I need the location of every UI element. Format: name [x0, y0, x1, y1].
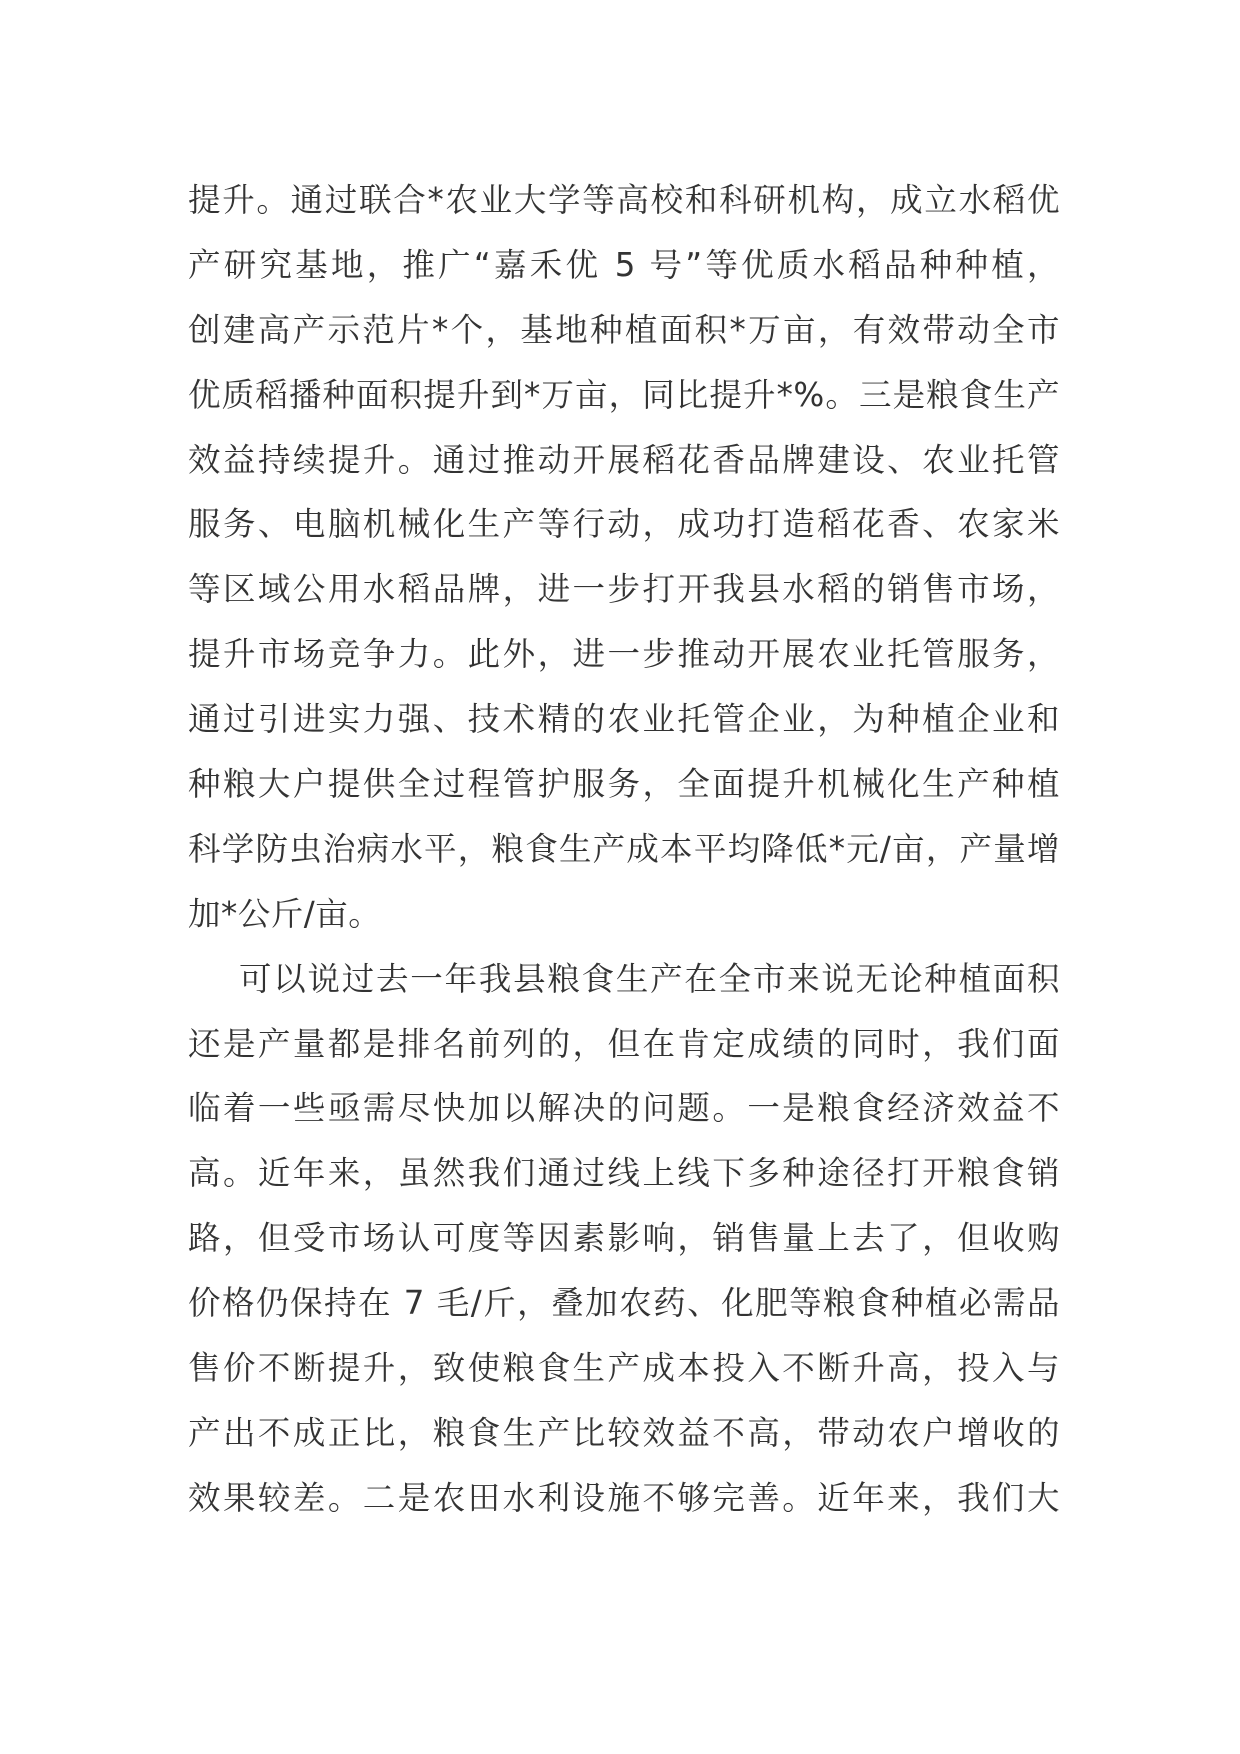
text-line: 售价不断提升，致使粮食生产成本投入不断升高，投入与	[188, 1349, 1060, 1388]
text-line: 可以说过去一年我县粮食生产在全市来说无论种植面积	[239, 959, 1060, 998]
text-line: 还是产量都是排名前列的，但在肯定成绩的同时，我们面	[188, 1024, 1060, 1063]
text-line: 服务、电脑机械化生产等行动，成功打造稻花香、农家米	[188, 505, 1060, 544]
text-line: 提升市场竞争力。此外，进一步推动开展农业托管服务，	[188, 635, 1060, 674]
text-line: 高。近年来，虽然我们通过线上线下多种途径打开粮食销	[188, 1154, 1060, 1193]
text-line: 种粮大户提供全过程管护服务，全面提升机械化生产种植	[188, 765, 1060, 804]
text-line: 路，但受市场认可度等因素影响，销售量上去了，但收购	[188, 1219, 1060, 1258]
text-line: 通过引进实力强、技术精的农业托管企业，为种植企业和	[188, 700, 1060, 739]
text-line: 产出不成正比，粮食生产比较效益不高，带动农户增收的	[188, 1413, 1060, 1452]
text-line: 临着一些亟需尽快加以解决的问题。一是粮食经济效益不	[188, 1089, 1060, 1128]
document-body	[188, 168, 1060, 1531]
text-line: 效果较差。二是农田水利设施不够完善。近年来，我们大	[188, 1478, 1060, 1517]
text-line: 加*公斤/亩。	[188, 894, 382, 933]
text-line: 效益持续提升。通过推动开展稻花香品牌建设、农业托管	[188, 440, 1060, 479]
paragraph-1	[188, 168, 1060, 947]
text-line: 优质稻播种面积提升到*万亩，同比提升*%。三是粮食生产	[188, 375, 1060, 414]
text-line: 价格仍保持在 7 毛/斤，叠加农药、化肥等粮食种植必需品	[188, 1284, 1060, 1323]
text-line: 提升。通过联合*农业大学等高校和科研机构，成立水稻优	[188, 181, 1060, 219]
text-line: 科学防虫治病水平，粮食生产成本平均降低*元/亩，产量增	[188, 829, 1060, 868]
text-line: 创建高产示范片*个，基地种植面积*万亩，有效带动全市	[188, 310, 1060, 349]
paragraph-2	[188, 947, 1060, 1531]
text-line: 等区域公用水稻品牌，进一步打开我县水稻的销售市场，	[188, 570, 1060, 609]
text-line: 产研究基地，推广“嘉禾优 5 号”等优质水稻品种种植，	[188, 245, 1060, 284]
